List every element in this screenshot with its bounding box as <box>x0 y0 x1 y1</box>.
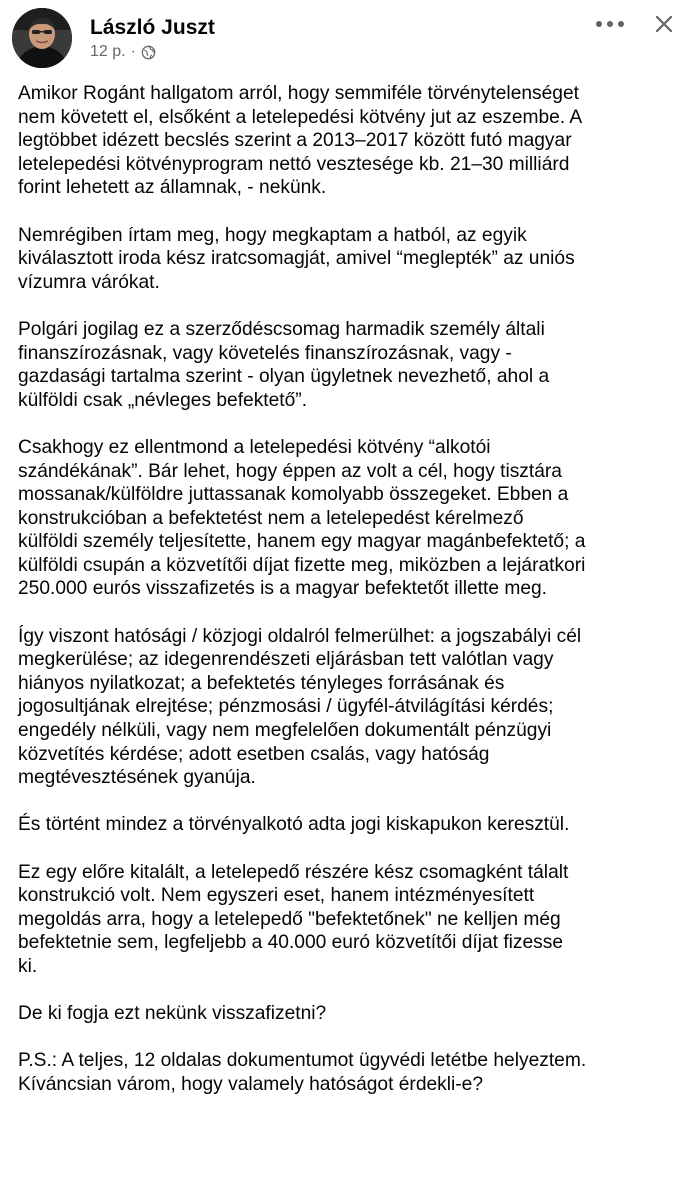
post-text-line: befektetnie sem, legfeljebb a 40.000 euró közvetítői díjat fizesse <box>18 932 564 954</box>
post-text-line: megkerülése; az idegenrendészeti eljárásban tett valótlan vagy <box>18 649 554 671</box>
more-options-button[interactable] <box>596 14 624 34</box>
post-text-line: konstrukció volt. Nem egyszeri eset, hanem intézményesített <box>18 885 535 907</box>
avatar[interactable] <box>12 8 72 68</box>
post-text-line: közvetítés kérdése; adott esetben csalás, vagy hatóság <box>18 743 490 765</box>
post-text-line: Ez egy előre kitalált, a letelepedő részére kész csomagként tálalt <box>18 861 569 883</box>
post-text-line: letelepedési kötvényprogram nettó vesztesége kb. 21–30 milliárd <box>18 153 570 175</box>
post-text-line: megtévesztésének gyanúja. <box>18 767 256 789</box>
post-text-line: megoldás arra, hogy a letelepedő "befektetőnek" ne kelljen még <box>18 908 561 930</box>
post-paragraph <box>18 318 690 412</box>
post-text-line: P.S.: A teljes, 12 oldalas dokumentumot ügyvédi letétbe helyeztem. <box>18 1050 587 1072</box>
post-text-line: És történt mindez a törvényalkotó adta jogi kiskapukon keresztül. <box>18 814 570 836</box>
post-time[interactable]: 12 p. <box>90 43 126 60</box>
post-text-line: Így viszont hatósági / közjogi oldalról felmerülhet: a jogszabályi cél <box>18 625 582 647</box>
post-meta <box>90 43 156 61</box>
post-text-line: nem követett el, elsőként a letelepedési kötvény jut az eszembe. A <box>18 106 583 128</box>
post-paragraph <box>18 625 690 790</box>
avatar-photo <box>12 8 72 68</box>
post-paragraph <box>18 1049 690 1096</box>
post-text-line: szándékának”. Bár lehet, hogy éppen az volt a cél, hogy tisztára <box>18 460 562 482</box>
post-text-line: külföldi személy teljesítette, hanem egy magyar magánbefektető; a <box>18 531 586 553</box>
more-dot <box>607 21 613 27</box>
post-text <box>18 82 690 1120</box>
post-text-line: Polgári jogilag ez a szerződéscsomag harmadik személy általi <box>18 318 545 340</box>
more-horizontal-icon <box>596 21 602 27</box>
post-paragraph <box>18 82 690 200</box>
post-text-line: Nemrégiben írtam meg, hogy megkaptam a hatból, az egyik <box>18 224 527 246</box>
meta-separator: · <box>130 43 136 60</box>
post-text-line: gazdasági tartalma szerint - olyan ügyletnek nevezhető, ahol a <box>18 366 550 388</box>
globe-icon[interactable] <box>141 45 156 60</box>
post-text-line: forint lehetett az államnak, - nekünk. <box>18 177 327 199</box>
post-text-line: jogosultjának elrejtése; pénzmosási / ügyfél-átvilágítási kérdés; <box>18 696 554 718</box>
post-text-line: Csakhogy ez ellentmond a letelepedési kötvény “alkotói <box>18 436 491 458</box>
post-text-line: Amikor Rogánt hallgatom arról, hogy semmiféle törvénytelenséget <box>18 83 579 104</box>
post-text-line: hiányos nyilatkozat; a befektetés tényleges forrásának és <box>18 672 505 694</box>
close-button[interactable] <box>652 12 676 36</box>
post-text-line: külföldi csupán a közvetítői díjat fizette meg, miközben a lejáratkori <box>18 554 586 576</box>
post-text-line: ki. <box>18 955 38 977</box>
post-text-line: konstrukcióban a befektetést nem a letelepedést kérelmező <box>18 507 524 529</box>
post-text-line: finanszírozásnak, vagy követelés finanszírozásnak, vagy - <box>18 342 512 364</box>
post-text-line: vízumra várókat. <box>18 271 160 293</box>
more-dot <box>618 21 624 27</box>
post-paragraph <box>18 1002 690 1026</box>
author-name[interactable]: László Juszt <box>90 16 215 39</box>
close-icon <box>652 12 676 36</box>
post-text-line: 250.000 eurós visszafizetés is a magyar befektetőt illette meg. <box>18 578 547 600</box>
post-text-line: Kíváncsian várom, hogy valamely hatóságot érdekli-e? <box>18 1073 484 1095</box>
post-text-line: mossanak/külföldre juttassanak komolyabb összegeket. Ebben a <box>18 484 569 506</box>
post-text-line: legtöbbet idézett becslés szerint a 2013–2017 között futó magyar <box>18 130 572 152</box>
post-text-line: De ki fogja ezt nekünk visszafizetni? <box>18 1003 327 1025</box>
post-header <box>0 0 695 72</box>
post-text-line: külföldi csak „névleges befektető”. <box>18 389 308 411</box>
post-text-line: engedély nélküli, vagy nem megfelelően dokumentált pénzügyi <box>18 720 552 742</box>
post-paragraph <box>18 224 690 295</box>
post-text-line: kiválasztott iroda kész iratcsomagját, amivel “meglepték” az uniós <box>18 248 575 270</box>
post-paragraph <box>18 861 690 979</box>
post-paragraph <box>18 436 690 601</box>
post-paragraph <box>18 813 690 837</box>
